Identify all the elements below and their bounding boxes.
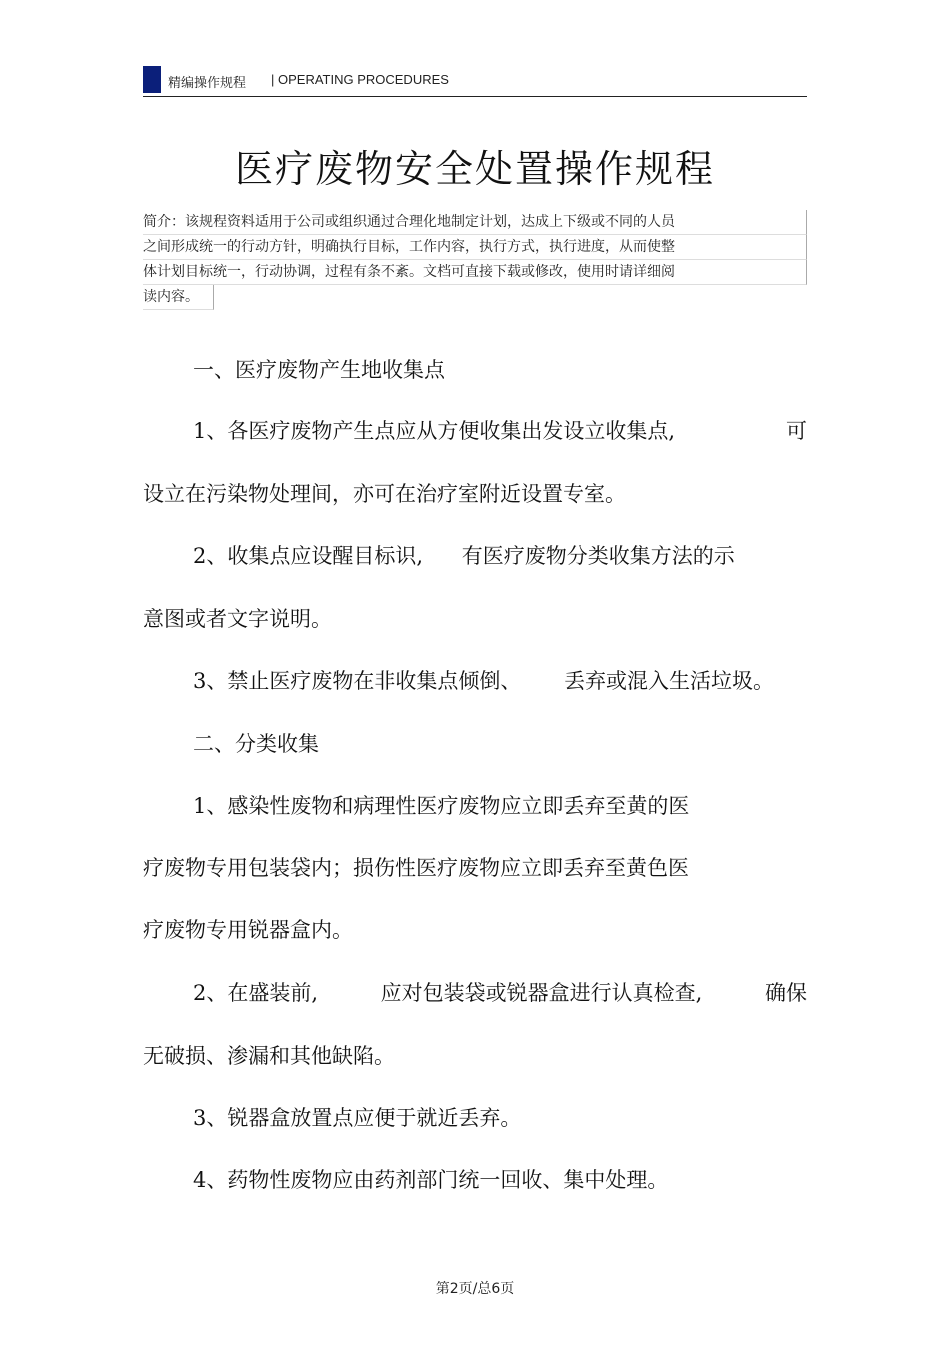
document-title: 医疗废物安全处置操作规程 [234,147,715,191]
paragraph-line [193,977,807,1007]
summary-line: 简介：该规程资料适用于公司或组织通过合理化地制定计划，达成上下级或不同的人员 [143,210,807,235]
summary-line: 体计划目标统一，行动协调，过程有条不紊。文档可直接下载或修改，使用时请详细阅 [143,260,807,285]
summary-line: 之间形成统一的行动方针，明确执行目标，工作内容，执行方式，执行进度，从而使整 [143,235,807,260]
paragraph-line: 4、药物性废物应由药剂部门统一回收、集中处理。 [193,1168,669,1192]
paragraph-line: 疗废物专用锐器盒内。 [143,918,353,942]
paragraph-line: 疗废物专用包装袋内；损伤性医疗废物应立即丢弃至黄色医 [143,856,689,880]
text-fragment: 丢弃或混入生活垃圾。 [564,669,775,693]
text-fragment: 3、禁止医疗废物在非收集点倾倒、 [193,669,522,693]
paragraph-line: 3、锐器盒放置点应便于就近丢弃。 [193,1106,522,1130]
paragraph-line: 1、感染性废物和病理性医疗废物应立即丢弃至黄的医 [193,794,690,818]
summary-line: 读内容。 [143,285,214,310]
paragraph-line [193,665,857,695]
text-fragment: 可 [786,419,807,443]
paragraph-line: 无破损、渗漏和其他缺陷。 [143,1044,395,1068]
page-number: 第2页/总6页 [435,1281,515,1297]
summary-box [143,210,807,310]
text-fragment: 有医疗废物分类收集方法的示 [461,544,735,568]
header-title: 精编操作规程 [168,76,247,91]
text-fragment: 确保 [764,981,807,1005]
text-fragment: 2、在盛装前, [193,981,319,1005]
logo-icon [143,66,161,93]
paragraph-line: 设立在污染物处理间，亦可在治疗室附近设置专室。 [143,482,626,506]
paragraph-line [193,540,857,570]
section-heading-2: 二、分类收集 [193,732,319,756]
text-fragment: 2、收集点应设醒目标识, [193,544,424,568]
paragraph-line: 意图或者文字说明。 [143,607,332,631]
section-heading-1: 一、医疗废物产生地收集点 [193,358,445,382]
text-fragment: 应对包装袋或锐器盒进行认真检查, [380,981,703,1005]
header-subtitle: | OPERATING PROCEDURES [271,72,449,87]
page-header [143,66,807,97]
text-fragment: 1、各医疗废物产生点应从方便收集出发设立收集点, [193,419,676,443]
paragraph-line [193,415,807,445]
